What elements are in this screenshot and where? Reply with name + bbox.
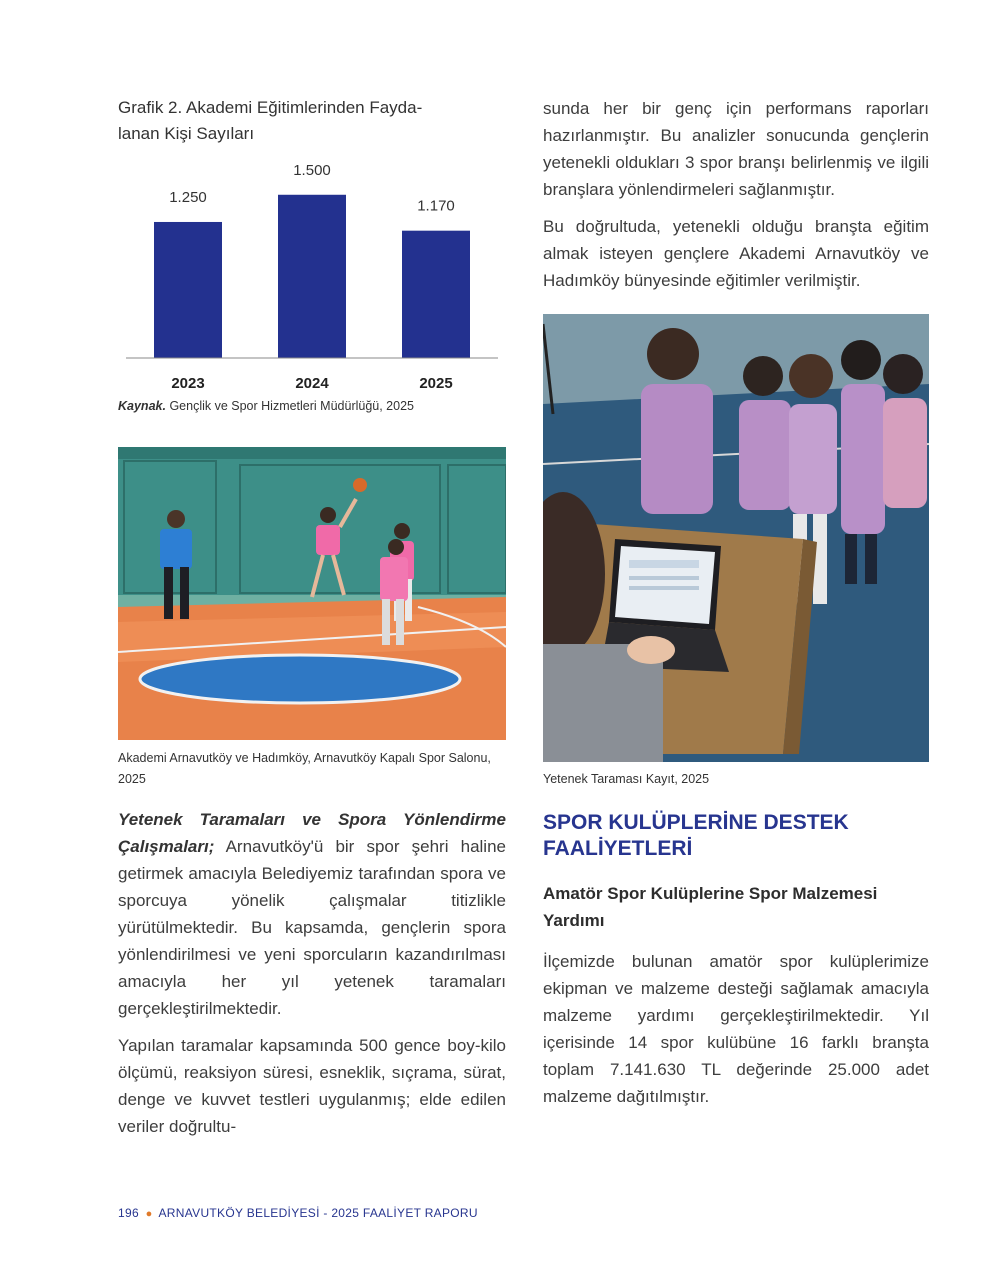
sub-title: Amatör Spor Kulüplerine Spor Malzemesi Yardımı xyxy=(543,884,878,930)
left-paragraph-1-text: Arnavutköy'ü bir spor şehri haline getirmek amacıyla Belediyemiz tarafından spora ve sporcuya yönelik çalışmalar titizlikle yürütülmektedir. Bu kapsamda, gençlerin spora yönlendirilmesi ve yeni sporcuların kazandırılması amacıyla her yıl yetenek taramaları gerçekleştirilmektedir. xyxy=(118,837,506,1018)
right-column xyxy=(543,95,929,1110)
footer-org: ARNAVUTKÖY BELEDİYESİ xyxy=(158,1206,320,1220)
section-title: SPOR KULÜPLERİNE DESTEK FAALİYETLERİ xyxy=(543,811,849,860)
page-footer xyxy=(118,1206,478,1220)
page-number: 196 xyxy=(118,1206,139,1220)
right-paragraph-1: sunda her bir genç için performans raporları hazırlanmıştır. Bu analizler sonucunda gençlerin yetenekli oldukları 3 spor branşı belirlenmiş ve ilgili branşlara yönlendirmeleri sağlanmıştır. xyxy=(543,99,929,199)
bar-chart-svg xyxy=(118,153,506,393)
bar-2023 xyxy=(154,222,222,358)
photo1-caption: Akademi Arnavutköy ve Hadımköy, Arnavutköy Kapalı Spor Salonu, 2025 xyxy=(118,751,491,786)
x-tick-2025: 2025 xyxy=(419,375,453,392)
right-paragraph-3: İlçemizde bulunan amatör spor kulüplerimize ekipman ve malzeme desteği sağlamak amacıyla malzeme yardımı gerçekleştirilmektedir. Yıl içerisinde 14 spor kulübüne 16 farklı branşta toplam 7.141.630 TL değerinde 25.000 adet malzeme dağıtılmıştır. xyxy=(543,952,929,1106)
value-label-2023: 1.250 xyxy=(169,188,207,206)
bullet-dot-icon: ● xyxy=(145,1208,153,1220)
chart-source xyxy=(118,399,506,413)
value-label-2024: 1.500 xyxy=(293,161,331,179)
bar-chart xyxy=(118,153,506,393)
chart-title-line2: lanan Kişi Sayıları xyxy=(118,124,255,143)
bar-2025 xyxy=(402,231,470,358)
basketball-photo xyxy=(118,447,506,740)
photo2-caption: Yetenek Taraması Kayıt, 2025 xyxy=(543,772,710,786)
paragraph-lead: Yetenek Taramaları ve Spora Yönlendirme Çalışmaları; xyxy=(118,810,506,856)
left-paragraph-2: Yapılan taramalar kapsamında 500 gence boy-kilo ölçümü, reaksiyon süresi, esneklik, sıçrama, sürat, denge ve kuvvet testleri uygulanmış; elde edilen veriler doğrultu- xyxy=(118,1036,506,1136)
left-paragraph-1 xyxy=(118,806,506,1022)
value-label-2025: 1.170 xyxy=(417,197,455,215)
x-tick-2023: 2023 xyxy=(171,375,205,392)
chart-title xyxy=(118,95,506,147)
left-column xyxy=(118,95,506,1140)
right-paragraph-2: Bu doğrultuda, yetenekli olduğu branşta eğitim almak isteyen gençlere Akademi Arnavutköy ve Hadımköy bünyesinde eğitimler verilmiştir. xyxy=(543,217,929,290)
talent-screening-photo xyxy=(543,314,929,762)
footer-report: 2025 FAALİYET RAPORU xyxy=(331,1206,478,1220)
bar-2024 xyxy=(278,195,346,358)
source-text: Gençlik ve Spor Hizmetleri Müdürlüğü, 2025 xyxy=(169,399,414,413)
chart-title-line1: Grafik 2. Akademi Eğitimlerinden Fayda- xyxy=(118,98,423,117)
x-tick-2024: 2024 xyxy=(295,375,329,392)
footer-separator: - xyxy=(323,1206,328,1220)
source-label: Kaynak. xyxy=(118,399,166,413)
